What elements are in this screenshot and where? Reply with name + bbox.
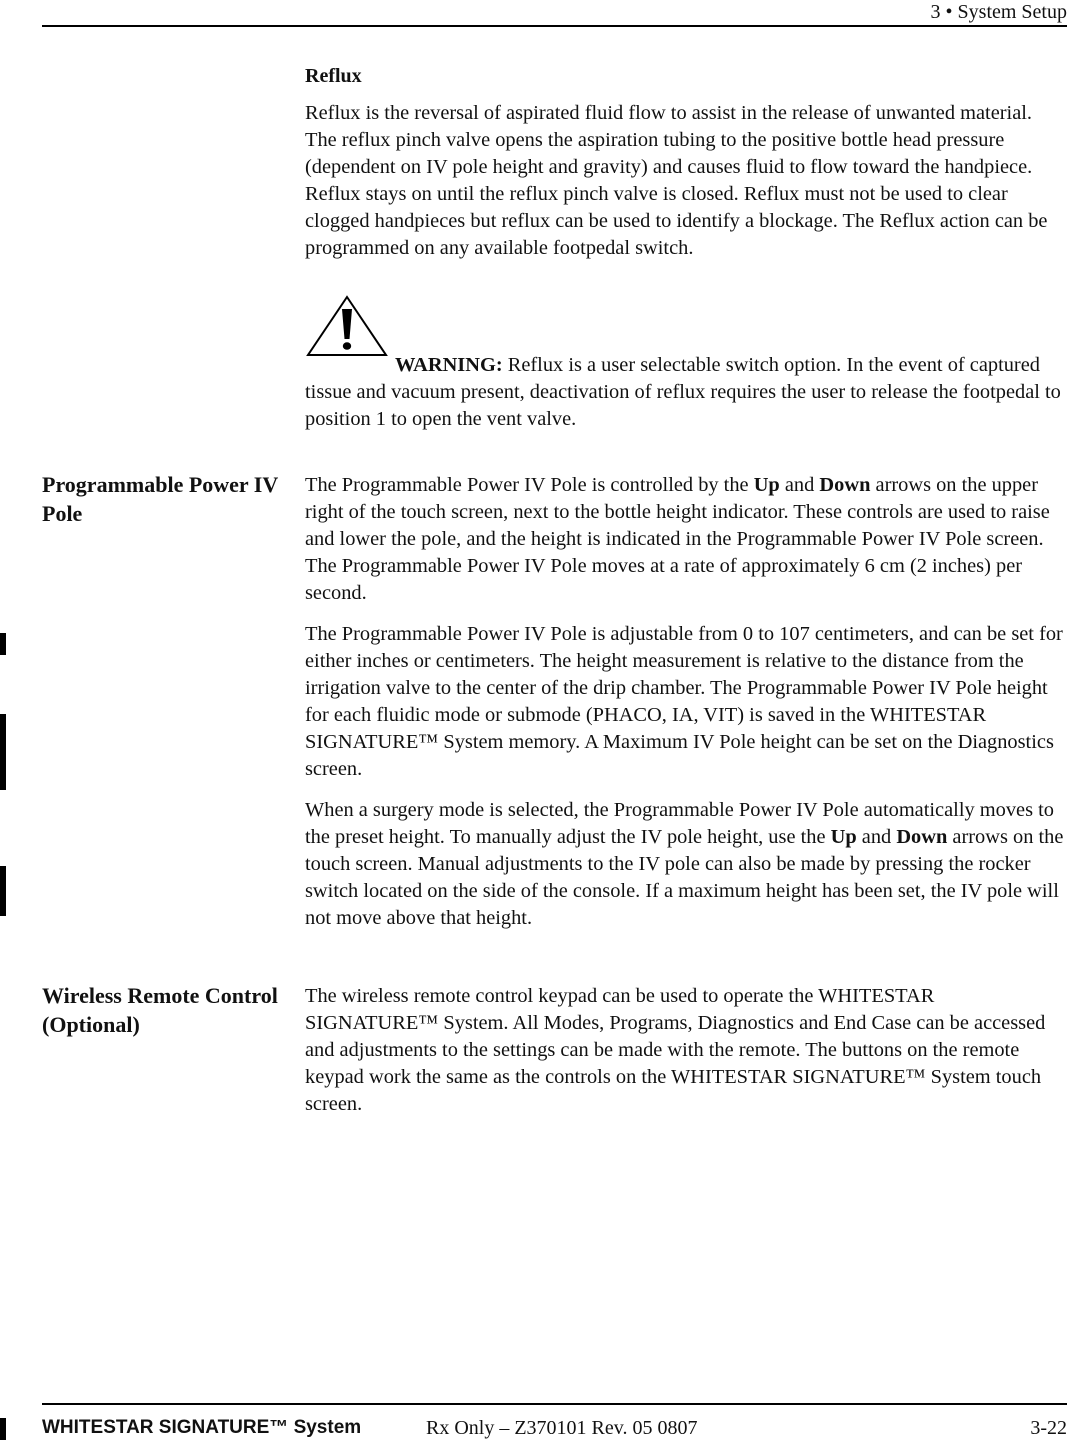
footer-rule	[42, 1403, 1067, 1405]
iv-pole-p1-text-b: and	[779, 474, 820, 496]
reflux-heading: Reflux	[305, 65, 362, 87]
wireless-section	[305, 983, 1067, 1118]
iv-pole-p3-text-b: and	[856, 826, 897, 848]
iv-pole-p3-text-c: arrows on the touch screen. Manual adjustments to the IV pole can also be made by pressing the rocker switch located on the side of the console. If a maximum height has been set, the IV pole will not move above that height.	[305, 826, 1064, 929]
page-number: 3-22	[1030, 1417, 1067, 1439]
down-label: Down	[896, 826, 948, 848]
iv-pole-section	[305, 472, 1067, 932]
change-bar	[0, 866, 6, 916]
up-label: Up	[830, 826, 857, 848]
warning-text: Reflux is a user selectable switch option. In the event of captured tissue and vacuum present, deactivation of reflux requires the user to release the footpedal to position 1 to open the vent valve.	[305, 354, 1061, 430]
warning-label: WARNING:	[395, 354, 503, 376]
down-label: Down	[819, 474, 871, 496]
footer-doc-id: Rx Only – Z370101 Rev. 05 0807	[426, 1417, 698, 1439]
iv-pole-heading: Programmable Power IV Pole	[42, 472, 278, 526]
iv-pole-paragraph-1	[305, 472, 1067, 607]
warning-triangle-icon	[305, 293, 389, 359]
header-rule	[42, 25, 1067, 27]
iv-pole-paragraph-3	[305, 797, 1067, 932]
iv-pole-p1-text-c: arrows on the upper right of the touch screen, next to the bottle height indicator. These controls are used to raise and lower the pole, and the height is indicated in the Programmable Power IV Pole screen. The Programmable Power IV Pole moves at a rate of approximately 6 cm (2 inches) per second.	[305, 474, 1050, 604]
reflux-section	[305, 63, 1067, 262]
iv-pole-paragraph-2: The Programmable Power IV Pole is adjustable from 0 to 107 centimeters, and can be set for either inches or centimeters. The height measurement is relative to the distance from the irrigation valve to the center of the drip chamber. The Programmable Power IV Pole height for each fluidic mode or submode (PHACO, IA, VIT) is saved in the WHITESTAR SIGNATURE™ System memory. A Maximum IV Pole height can be set on the Diagnostics screen.	[305, 623, 1063, 780]
change-bar	[0, 633, 6, 655]
iv-pole-p3-text-a: When a surgery mode is selected, the Programmable Power IV Pole automatically moves to the preset height. To manually adjust the IV pole height, use the	[305, 799, 1054, 848]
change-bar	[0, 714, 6, 790]
up-label: Up	[753, 474, 780, 496]
wireless-paragraph: The wireless remote control keypad can be used to operate the WHITESTAR SIGNATURE™ System. All Modes, Programs, Diagnostics and End Case can be accessed and adjustments to the settings can be made with the remote. The buttons on the remote keypad work the same as the controls on the WHITESTAR SIGNATURE™ System touch screen.	[305, 985, 1046, 1115]
iv-pole-p1-text-a: The Programmable Power IV Pole is controlled by the	[305, 474, 754, 496]
footer-product: WHITESTAR SIGNATURE™ System	[42, 1417, 362, 1438]
change-bar	[0, 1418, 6, 1440]
running-header: 3 • System Setup	[930, 1, 1067, 23]
wireless-heading: Wireless Remote Control (Optional)	[42, 983, 278, 1037]
reflux-paragraph: Reflux is the reversal of aspirated fluid flow to assist in the release of unwanted material. The reflux pinch valve opens the aspiration tubing to the positive bottle head pressure (dependent on IV pole height and gravity) and causes fluid to flow toward the handpiece. Reflux stays on until the reflux pinch valve is closed. Reflux must not be used to clear clogged handpieces but reflux can be used to identify a blockage. The Reflux action can be programmed on any available footpedal switch.	[305, 102, 1048, 259]
reflux-warning	[305, 352, 1067, 433]
